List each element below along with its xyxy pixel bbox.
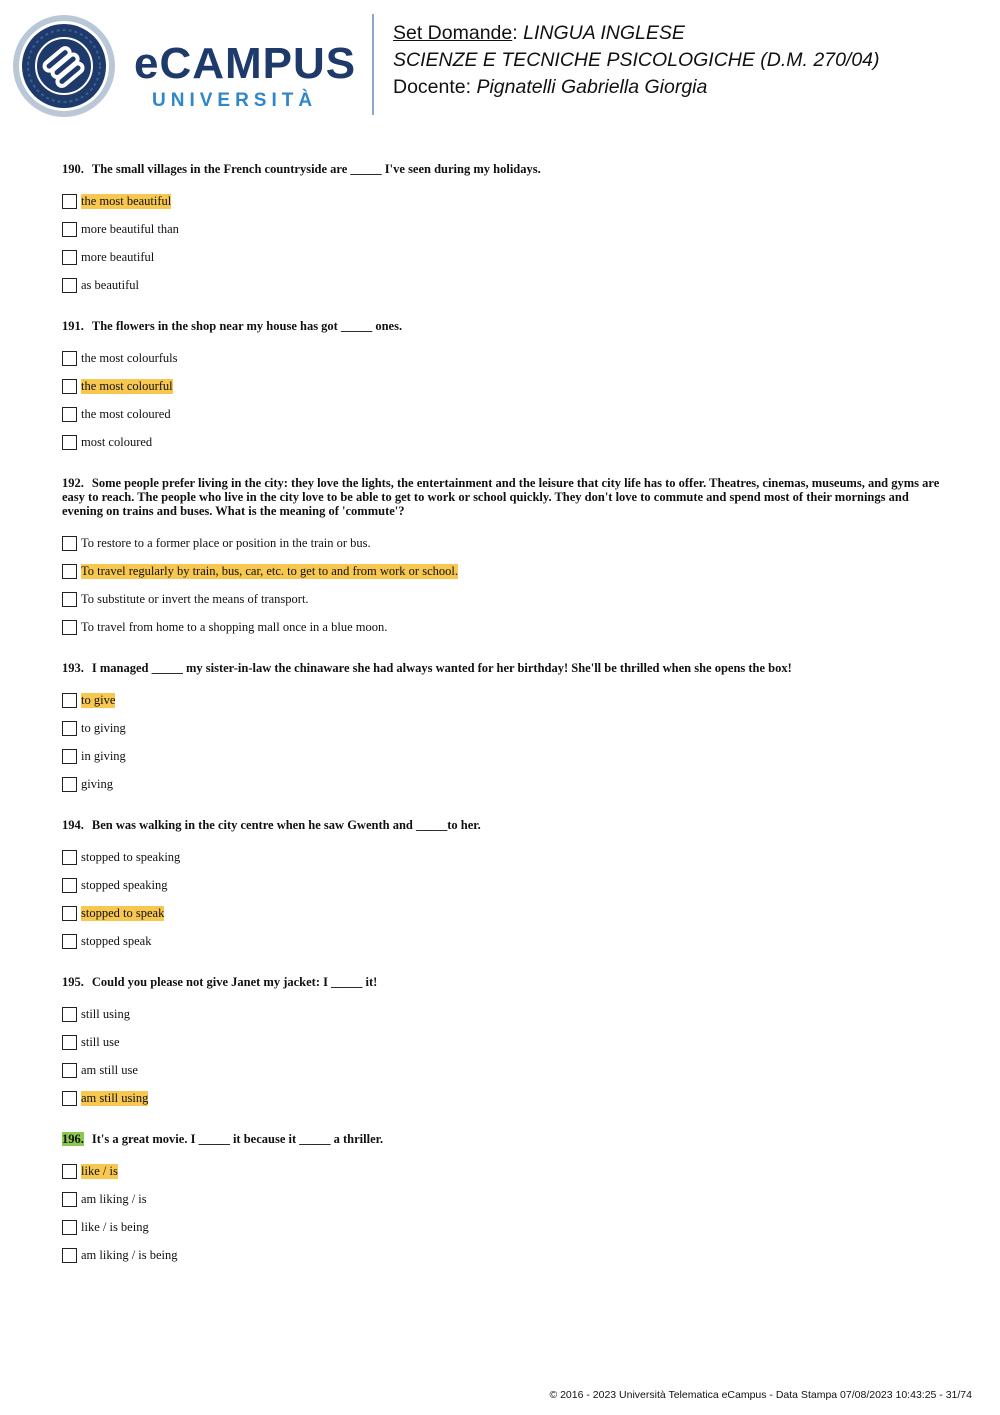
question-text <box>62 818 942 832</box>
answer-checkbox[interactable] <box>62 1063 77 1078</box>
set-colon: : <box>512 22 524 44</box>
answer-label: am liking / is <box>81 1191 147 1206</box>
question-prompt: Could you please not give Janet my jacket: I _____ it! <box>91 975 378 989</box>
question-number: 194. <box>62 818 84 832</box>
answer-option[interactable] <box>62 899 942 927</box>
page-footer: © 2016 - 2023 Università Telematica eCampus - Data Stampa 07/08/2023 10:43:25 - 31/74 <box>549 1389 972 1401</box>
answer-checkbox[interactable] <box>62 536 77 551</box>
university-seal-icon <box>12 14 116 118</box>
answer-option[interactable] <box>62 1241 942 1269</box>
answer-option[interactable] <box>62 686 942 714</box>
answer-checkbox[interactable] <box>62 749 77 764</box>
answer-checkbox[interactable] <box>62 278 77 293</box>
answer-option[interactable] <box>62 1084 942 1112</box>
answer-option[interactable] <box>62 400 942 428</box>
answer-checkbox[interactable] <box>62 435 77 450</box>
answer-label: am still use <box>81 1062 138 1077</box>
answer-label: more beautiful <box>81 249 155 264</box>
question-text <box>62 162 942 176</box>
question-number: 191. <box>62 319 84 333</box>
question-prompt: It's a great movie. I _____ it because it _____ a thriller. <box>91 1132 384 1146</box>
answer-checkbox[interactable] <box>62 1248 77 1263</box>
question-number: 195. <box>62 975 84 989</box>
answer-label: still use <box>81 1034 120 1049</box>
answer-checkbox[interactable] <box>62 693 77 708</box>
answer-checkbox[interactable] <box>62 1091 77 1106</box>
question-item <box>62 162 942 299</box>
question-prompt: The flowers in the shop near my house has got _____ ones. <box>91 319 403 333</box>
question-item <box>62 975 942 1112</box>
answer-checkbox[interactable] <box>62 1192 77 1207</box>
page-header <box>0 0 1000 140</box>
set-value: LINGUA INGLESE <box>523 22 685 44</box>
question-number: 193. <box>62 661 84 675</box>
answer-option[interactable] <box>62 714 942 742</box>
answer-label-correct: stopped to speak <box>81 905 165 920</box>
answer-checkbox[interactable] <box>62 878 77 893</box>
question-prompt: Ben was walking in the city centre when he saw Gwenth and _____to her. <box>91 818 481 832</box>
answer-checkbox[interactable] <box>62 1164 77 1179</box>
question-text <box>62 975 942 989</box>
answer-option[interactable] <box>62 344 942 372</box>
answer-option[interactable] <box>62 927 942 955</box>
answer-option[interactable] <box>62 742 942 770</box>
answer-label: To travel from home to a shopping mall once in a blue moon. <box>81 619 388 634</box>
answer-label-correct: to give <box>81 692 116 707</box>
question-item <box>62 319 942 456</box>
answer-option[interactable] <box>62 215 942 243</box>
answer-label: the most coloured <box>81 406 171 421</box>
question-number: 192. <box>62 476 84 490</box>
answer-option[interactable] <box>62 271 942 299</box>
answer-checkbox[interactable] <box>62 906 77 921</box>
brand-subtitle: UNIVERSITÀ <box>152 90 318 111</box>
ecampus-logo <box>12 14 372 118</box>
question-prompt: The small villages in the French countryside are _____ I've seen during my holidays. <box>91 162 541 176</box>
question-prompt: Some people prefer living in the city: they love the lights, the entertainment and the leisure that city life has to offer. Theatres, cinemas, museums, and gyms are easy to reach. The people who live in the city love to be able to get to work or school quickly. They don't love to commute and spend most of their mornings and evening on trains and buses. What is the meaning of 'commute'? <box>62 476 940 518</box>
set-label: Set Domande <box>393 22 513 44</box>
answer-option[interactable] <box>62 1056 942 1084</box>
answer-checkbox[interactable] <box>62 1035 77 1050</box>
answer-option[interactable] <box>62 1157 942 1185</box>
answer-label: To substitute or invert the means of transport. <box>81 591 309 606</box>
question-item <box>62 1132 942 1269</box>
answer-option[interactable] <box>62 1185 942 1213</box>
answer-option[interactable] <box>62 557 942 585</box>
answer-option[interactable] <box>62 585 942 613</box>
question-prompt: I managed _____ my sister-in-law the chinaware she had always wanted for her birthday! She'll be thrilled when she opens the box! <box>91 661 792 675</box>
answer-option[interactable] <box>62 770 942 798</box>
answer-checkbox[interactable] <box>62 351 77 366</box>
header-info <box>393 20 880 101</box>
header-divider <box>372 14 374 115</box>
answer-label: stopped speaking <box>81 877 168 892</box>
question-text <box>62 661 942 675</box>
answer-option[interactable] <box>62 871 942 899</box>
set-line <box>393 20 880 47</box>
answer-checkbox[interactable] <box>62 934 77 949</box>
answer-option[interactable] <box>62 243 942 271</box>
answer-label: most coloured <box>81 434 153 449</box>
answer-option[interactable] <box>62 1000 942 1028</box>
answer-label: like / is being <box>81 1219 149 1234</box>
answer-checkbox[interactable] <box>62 564 77 579</box>
answer-label: to giving <box>81 720 126 735</box>
answer-label-correct: the most beautiful <box>81 193 172 208</box>
answer-checkbox[interactable] <box>62 194 77 209</box>
answer-label: in giving <box>81 748 126 763</box>
question-text <box>62 476 942 518</box>
answer-label: am liking / is being <box>81 1247 178 1262</box>
answer-label-correct: To travel regularly by train, bus, car, etc. to get to and from work or school. <box>81 563 458 578</box>
answer-checkbox[interactable] <box>62 777 77 792</box>
answer-option[interactable] <box>62 372 942 400</box>
answer-checkbox[interactable] <box>62 407 77 422</box>
answer-option[interactable] <box>62 428 942 456</box>
question-item <box>62 818 942 955</box>
answer-checkbox[interactable] <box>62 1007 77 1022</box>
answer-checkbox[interactable] <box>62 850 77 865</box>
answer-label: as beautiful <box>81 277 139 292</box>
brand-name: eCAMPUS <box>134 39 357 88</box>
answer-label-correct: the most colourful <box>81 378 173 393</box>
answer-checkbox[interactable] <box>62 592 77 607</box>
answer-label-correct: am still using <box>81 1090 149 1105</box>
docente-value: Pignatelli Gabriella Giorgia <box>476 76 708 98</box>
answer-label-correct: like / is <box>81 1163 118 1178</box>
answer-label: giving <box>81 776 113 791</box>
question-list <box>62 162 942 1289</box>
answer-label: stopped to speaking <box>81 849 181 864</box>
question-item <box>62 661 942 798</box>
question-number: 190. <box>62 162 84 176</box>
docente-line <box>393 74 880 101</box>
answer-checkbox[interactable] <box>62 222 77 237</box>
answer-option[interactable] <box>62 613 942 641</box>
answer-option[interactable] <box>62 843 942 871</box>
answer-option[interactable] <box>62 1028 942 1056</box>
answer-option[interactable] <box>62 187 942 215</box>
answer-label: more beautiful than <box>81 221 179 236</box>
answer-checkbox[interactable] <box>62 1220 77 1235</box>
answer-checkbox[interactable] <box>62 620 77 635</box>
answer-checkbox[interactable] <box>62 250 77 265</box>
answer-label: the most colourfuls <box>81 350 178 365</box>
course-name: SCIENZE E TECNICHE PSICOLOGICHE (D.M. 270/04) <box>393 49 880 71</box>
answer-label: stopped speak <box>81 933 152 948</box>
docente-label: Docente: <box>393 76 477 98</box>
answer-checkbox[interactable] <box>62 379 77 394</box>
question-item <box>62 476 942 641</box>
answer-label: still using <box>81 1006 130 1021</box>
answer-option[interactable] <box>62 1213 942 1241</box>
answer-checkbox[interactable] <box>62 721 77 736</box>
question-text <box>62 319 942 333</box>
question-number: 196. <box>62 1132 84 1146</box>
question-text <box>62 1132 942 1146</box>
answer-label: To restore to a former place or position in the train or bus. <box>81 535 371 550</box>
answer-option[interactable] <box>62 529 942 557</box>
